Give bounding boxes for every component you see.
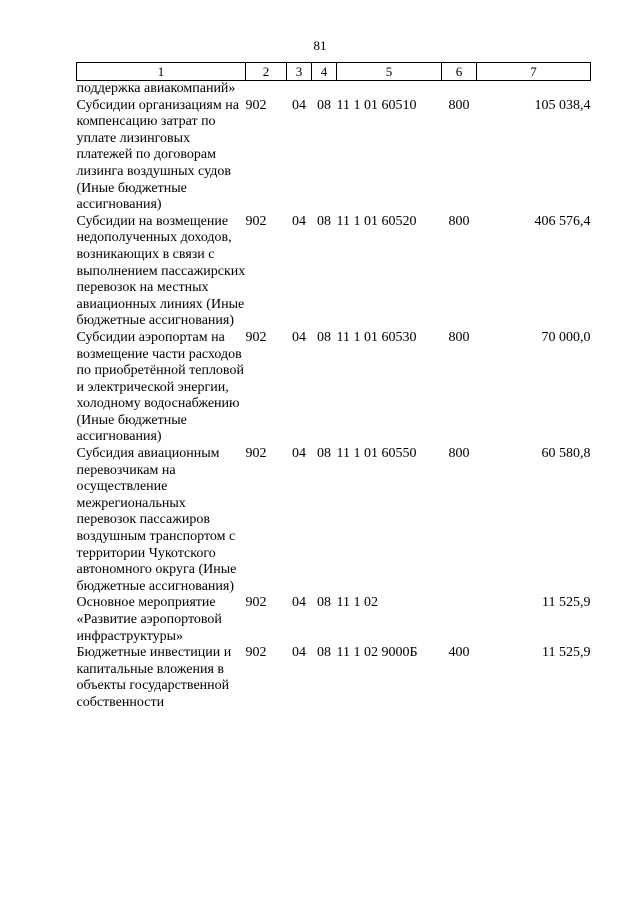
table-row xyxy=(77,446,591,595)
row-vr: 800 xyxy=(448,213,470,229)
column-header: 2 xyxy=(246,63,287,81)
row-amount xyxy=(477,81,591,98)
row-rz: 04 xyxy=(292,645,306,661)
row-name: Субсидия авиационным перевозчикам на осуществление межрегиональных перевозок пассажиров воздушным транспортом с территории Чукотского автономного округа (Иные бюджетные ассигнования) xyxy=(76,446,237,594)
table-row xyxy=(77,98,591,214)
row-rz: 04 xyxy=(292,595,306,611)
row-grbs: 902 xyxy=(245,645,267,661)
row-csr: 11 1 02 9000Б xyxy=(336,645,418,661)
row-pr: 08 xyxy=(317,329,331,345)
row-csr xyxy=(337,81,442,98)
table-row xyxy=(77,81,591,98)
table-row xyxy=(77,645,591,711)
row-csr: 11 1 01 60530 xyxy=(336,329,417,345)
row-rz: 04 xyxy=(292,329,306,345)
row-rz xyxy=(287,81,312,98)
row-csr: 11 1 02 xyxy=(336,595,378,611)
table-row xyxy=(77,330,591,446)
row-grbs: 902 xyxy=(245,329,267,345)
row-pr: 08 xyxy=(317,213,331,229)
column-header: 6 xyxy=(442,63,477,81)
row-amount: 105 038,4 xyxy=(534,97,591,113)
row-amount: 60 580,8 xyxy=(541,446,591,462)
row-name: Субсидии на возмещение недополученных доходов, возникающих в связи с выполнением пассажирских перевозок на местных авиационных линиях (Иные бюджетные ассигнования) xyxy=(76,213,246,329)
table-header-row xyxy=(77,63,591,81)
row-csr: 11 1 01 60520 xyxy=(336,213,417,229)
row-amount: 11 525,9 xyxy=(542,595,591,611)
row-name: Бюджетные инвестиции и капитальные вложения в объекты государственной собственности xyxy=(76,645,232,710)
row-vr: 800 xyxy=(448,446,470,462)
row-csr: 11 1 01 60510 xyxy=(336,97,417,113)
row-grbs: 902 xyxy=(245,97,267,113)
row-grbs: 902 xyxy=(245,446,267,462)
row-pr: 08 xyxy=(317,595,331,611)
column-header: 7 xyxy=(477,63,591,81)
table-row xyxy=(77,214,591,330)
column-header: 3 xyxy=(287,63,312,81)
row-name: Субсидии организациям на компенсацию затрат по уплате лизинговых платежей по договорам лизинга воздушных судов (Иные бюджетные ассигнования) xyxy=(76,97,239,213)
row-vr: 800 xyxy=(448,329,470,345)
row-amount: 406 576,4 xyxy=(534,213,591,229)
row-grbs: 902 xyxy=(245,595,267,611)
row-vr: 800 xyxy=(448,97,470,113)
row-grbs: 902 xyxy=(245,213,267,229)
row-amount: 11 525,9 xyxy=(542,645,591,661)
table-row xyxy=(77,595,591,645)
row-pr: 08 xyxy=(317,446,331,462)
row-pr: 08 xyxy=(317,645,331,661)
budget-table xyxy=(76,62,591,712)
row-vr xyxy=(442,81,477,98)
row-rz: 04 xyxy=(292,213,306,229)
row-pr xyxy=(312,81,337,98)
row-vr xyxy=(442,595,477,645)
row-amount: 70 000,0 xyxy=(541,329,591,345)
row-csr: 11 1 01 60550 xyxy=(336,446,417,462)
row-vr: 400 xyxy=(448,645,470,661)
column-header: 5 xyxy=(337,63,442,81)
row-rz: 04 xyxy=(292,446,306,462)
column-header: 1 xyxy=(77,63,246,81)
row-name: Субсидии аэропортам на возмещение части расходов по приобретённой тепловой и электрической энергии, холодному водоснабжению (Иные бюджетные ассигнования) xyxy=(76,329,244,445)
row-grbs xyxy=(246,81,287,98)
column-header: 4 xyxy=(312,63,337,81)
row-name: поддержка авиакомпаний» xyxy=(76,81,236,96)
row-name: Основное мероприятие «Развитие аэропортовой инфраструктуры» xyxy=(76,595,222,644)
row-pr: 08 xyxy=(317,97,331,113)
row-rz: 04 xyxy=(292,97,306,113)
page-number: 81 xyxy=(313,38,327,53)
